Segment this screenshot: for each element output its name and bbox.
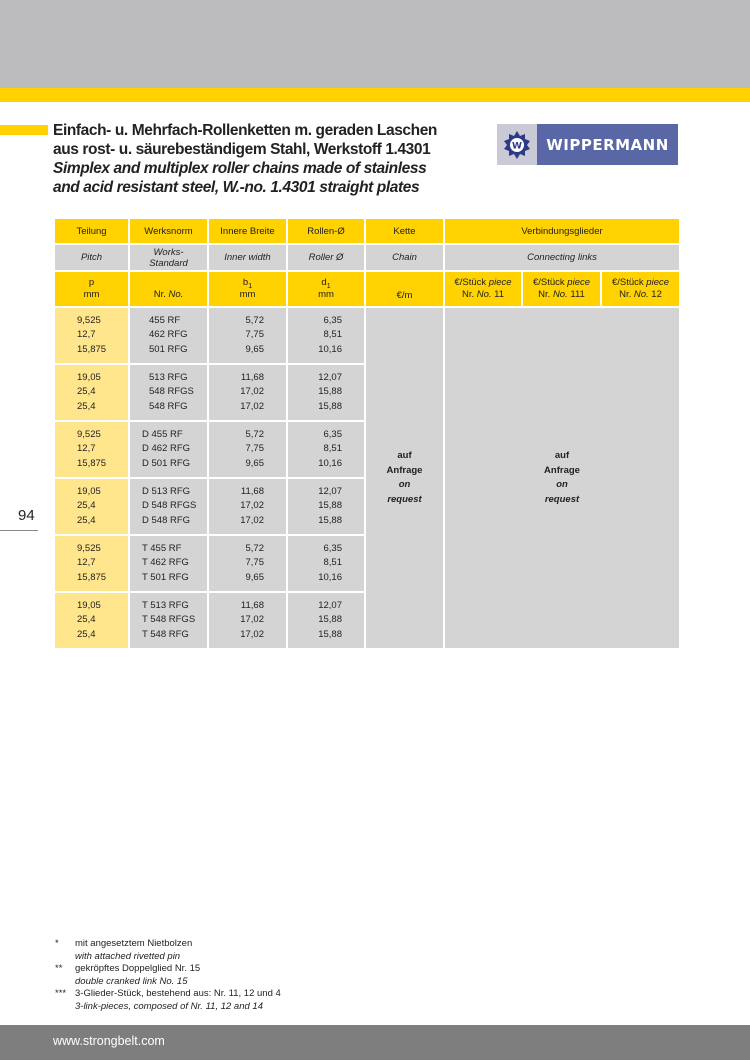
value: 9,525 — [77, 314, 101, 326]
cell-pitch — [54, 421, 129, 478]
value: 548 RFGS — [149, 386, 194, 398]
value: 9,525 — [77, 542, 101, 554]
title-marker — [0, 125, 48, 135]
unit-norm — [129, 271, 208, 307]
value: 15,875 — [77, 457, 107, 469]
value: 9,525 — [77, 428, 101, 440]
value: D 455 RF — [142, 428, 183, 440]
header-row-units — [54, 271, 680, 307]
cell-pitch — [54, 307, 129, 364]
cell-pitch — [54, 535, 129, 592]
unit-chain — [365, 271, 444, 307]
no: No. — [552, 289, 568, 300]
col-links-en: Connecting links — [444, 244, 680, 271]
footnote — [55, 988, 281, 1013]
col-width: Innere Breite — [208, 218, 287, 244]
footnote-mark: *** — [55, 988, 67, 999]
title-de-2: aus rost- u. säurebeständigem Stahl, Werkstoff 1.4301 — [53, 141, 431, 158]
line-1 — [445, 277, 521, 289]
footnote-text — [75, 938, 192, 963]
footer-url[interactable]: www.strongbelt.com — [53, 1034, 165, 1048]
cell-pitch — [54, 592, 129, 649]
nr: Nr. — [619, 289, 634, 300]
piece: piece — [646, 277, 670, 288]
value: 15,875 — [77, 571, 107, 583]
value: 501 RFG — [149, 343, 188, 355]
value: T 455 RF — [142, 542, 182, 554]
value: 17,02 — [240, 628, 264, 640]
value: D 548 RFG — [142, 514, 191, 526]
piece: piece — [567, 277, 591, 288]
title-de-1: Einfach- u. Mehrfach-Rollenketten m. geraden Laschen — [53, 122, 438, 139]
page-number: 94 — [18, 507, 35, 524]
footnote-en: with attached rivetted pin — [75, 950, 181, 962]
on-request-en: request — [387, 493, 422, 505]
value: 455 RF — [149, 314, 181, 326]
on-request-de: auf — [397, 450, 412, 461]
footnote — [55, 963, 281, 988]
value: 19,05 — [77, 599, 101, 611]
title-en-1: Simplex and multiplex roller chains made of stainless — [53, 160, 427, 177]
value: T 501 RFG — [142, 571, 189, 583]
price-per-m: €/m — [396, 290, 413, 301]
value: 17,02 — [240, 400, 264, 412]
cell-norm — [129, 478, 208, 535]
cell-d1 — [287, 592, 365, 649]
cell-d1 — [287, 421, 365, 478]
unit-symbol: p — [88, 277, 95, 288]
col-pitch: Teilung — [54, 218, 129, 244]
col-chain: Kette — [365, 218, 444, 244]
unit-pitch — [54, 271, 129, 307]
unit: mm — [239, 289, 256, 300]
cell-norm — [129, 364, 208, 421]
footnote-de: gekröpftes Doppelglied Nr. 15 — [75, 963, 201, 974]
cell-d1 — [287, 478, 365, 535]
value: 9,65 — [245, 343, 264, 355]
value: 12,07 — [318, 599, 342, 611]
unit-d1 — [287, 271, 365, 307]
cell-pitch — [54, 364, 129, 421]
footnote-text — [75, 988, 281, 1013]
footnote-en: double cranked link No. 15 — [75, 975, 188, 987]
value: 8,51 — [323, 329, 342, 341]
table-row — [54, 307, 680, 364]
value: 548 RFG — [149, 400, 188, 412]
on-request-en: request — [544, 493, 580, 505]
on-request-en: on — [556, 479, 568, 490]
cell-b1 — [208, 592, 287, 649]
unit-b1 — [208, 271, 287, 307]
value: 10,16 — [318, 457, 342, 469]
col-width-en: Inner width — [208, 244, 287, 271]
sub: 1 — [326, 282, 331, 290]
cell-norm — [129, 421, 208, 478]
value: 12,7 — [77, 443, 96, 455]
links-price-cell — [444, 307, 680, 649]
value: 5,72 — [245, 428, 264, 440]
value: 11,68 — [240, 599, 264, 611]
value: T 548 RFGS — [142, 614, 196, 626]
value: 25,4 — [77, 514, 96, 526]
value: 5,72 — [245, 314, 264, 326]
value: 513 RFG — [149, 371, 188, 383]
value: 7,75 — [245, 329, 264, 341]
value: 15,88 — [318, 628, 342, 640]
value: D 513 RFG — [142, 485, 191, 497]
value: 10,16 — [318, 571, 342, 583]
col-pitch-en: Pitch — [54, 244, 129, 271]
footnote — [55, 938, 281, 963]
unit: mm — [83, 289, 100, 300]
sym: d — [321, 277, 327, 288]
cell-b1 — [208, 478, 287, 535]
cell-b1 — [208, 307, 287, 364]
cell-norm — [129, 535, 208, 592]
value: 11,68 — [240, 371, 264, 383]
value: 7,75 — [245, 443, 264, 455]
footnote-text — [75, 963, 200, 988]
footnote-mark: ** — [55, 963, 63, 974]
value: 10,16 — [318, 343, 342, 355]
cell-b1 — [208, 535, 287, 592]
value: 462 RFG — [149, 329, 188, 341]
nr: Nr. — [538, 289, 553, 300]
chain-table — [53, 217, 681, 650]
value: 19,05 — [77, 371, 101, 383]
footnote-de: mit angesetztem Nietbolzen — [75, 938, 193, 949]
title-en-2: and acid resistant steel, W.-no. 1.4301 straight plates — [53, 179, 420, 196]
value: 12,07 — [318, 371, 342, 383]
value: 19,05 — [77, 485, 101, 497]
value: 6,35 — [323, 542, 342, 554]
sub: 1 — [248, 282, 253, 290]
value: 15,88 — [318, 614, 342, 626]
no: No. — [476, 289, 492, 300]
euro-stueck: €/Stück — [454, 277, 489, 288]
value: 25,4 — [77, 614, 96, 626]
cell-b1 — [208, 421, 287, 478]
footnote-mark: * — [55, 938, 59, 949]
nr: Nr. — [461, 289, 477, 300]
value: 12,07 — [318, 485, 342, 497]
value: 11,68 — [240, 485, 264, 497]
unit: mm — [318, 289, 334, 300]
col-links: Verbindungsglieder — [444, 218, 680, 244]
value: 25,4 — [77, 500, 96, 512]
value: T 462 RFG — [142, 557, 189, 569]
value: 17,02 — [240, 514, 264, 526]
euro-stueck: €/Stück — [532, 277, 568, 288]
line-2 — [445, 289, 521, 301]
value: 15,875 — [77, 343, 107, 355]
value: D 462 RFG — [142, 443, 191, 455]
value: 17,02 — [240, 500, 264, 512]
unit-link-111 — [522, 271, 601, 307]
no: No. — [633, 289, 649, 300]
link-no: 11 — [491, 289, 505, 300]
footnotes — [55, 938, 281, 1013]
cell-b1 — [208, 364, 287, 421]
col-norm: Werksnorm — [129, 218, 208, 244]
col-roller-en: Roller Ø — [287, 244, 365, 271]
value: 25,4 — [77, 400, 96, 412]
col-norm-en: Works-Standard — [129, 244, 208, 271]
line-1 — [602, 277, 679, 289]
page-number-rule — [0, 530, 38, 531]
sym: b — [242, 277, 249, 288]
value: 25,4 — [77, 628, 96, 640]
value: 17,02 — [240, 614, 264, 626]
footnote-en: 3-link-pieces, composed of Nr. 11, 12 and 14 — [75, 1000, 263, 1012]
col-chain-en: Chain — [365, 244, 444, 271]
col-roller: Rollen-Ø — [287, 218, 365, 244]
value: T 548 RFG — [142, 628, 189, 640]
on-request-de: Anfrage — [386, 464, 423, 476]
footer-band — [0, 1025, 750, 1060]
value: D 548 RFGS — [142, 500, 197, 512]
on-request-de: Anfrage — [544, 464, 580, 476]
value: 9,65 — [245, 571, 264, 583]
svg-text:W: W — [512, 141, 522, 151]
header-row-en — [54, 244, 680, 271]
euro-stueck: €/Stück — [611, 277, 647, 288]
header-band — [0, 0, 750, 88]
logo-text: WIPPERMANN — [537, 124, 678, 165]
link-no: 111 — [567, 289, 585, 300]
line-2 — [523, 289, 600, 301]
link-no: 12 — [648, 289, 662, 300]
cell-d1 — [287, 535, 365, 592]
nr: Nr. — [153, 289, 166, 300]
value: 15,88 — [318, 386, 342, 398]
cell-d1 — [287, 307, 365, 364]
value: D 501 RFG — [142, 457, 191, 469]
value: 7,75 — [245, 557, 264, 569]
unit-link-12 — [601, 271, 680, 307]
chain-price-cell — [365, 307, 444, 649]
cell-norm — [129, 592, 208, 649]
value: 12,7 — [77, 557, 96, 569]
line-1 — [523, 277, 600, 289]
value: 8,51 — [323, 557, 342, 569]
cell-pitch — [54, 478, 129, 535]
value: 15,88 — [318, 400, 342, 412]
yellow-stripe — [0, 88, 750, 102]
value: 12,7 — [77, 329, 96, 341]
value: 15,88 — [318, 500, 342, 512]
on-request-en: on — [398, 479, 411, 490]
value: 15,88 — [318, 514, 342, 526]
line-2 — [602, 289, 679, 301]
footnote-de: 3-Glieder-Stück, bestehend aus: Nr. 11, 12 und 4 — [75, 988, 281, 999]
value: 17,02 — [240, 386, 264, 398]
value: 5,72 — [245, 542, 264, 554]
value: 8,51 — [323, 443, 342, 455]
value: 25,4 — [77, 386, 96, 398]
on-request-de: auf — [554, 450, 570, 461]
piece: piece — [488, 277, 512, 288]
header-row-de — [54, 218, 680, 244]
value: 6,35 — [323, 314, 342, 326]
no: No. — [168, 289, 184, 300]
cell-d1 — [287, 364, 365, 421]
value: T 513 RFG — [142, 599, 189, 611]
value: 6,35 — [323, 428, 342, 440]
unit-link-11 — [444, 271, 522, 307]
value: 9,65 — [245, 457, 264, 469]
page-title — [53, 121, 653, 197]
cell-norm — [129, 307, 208, 364]
